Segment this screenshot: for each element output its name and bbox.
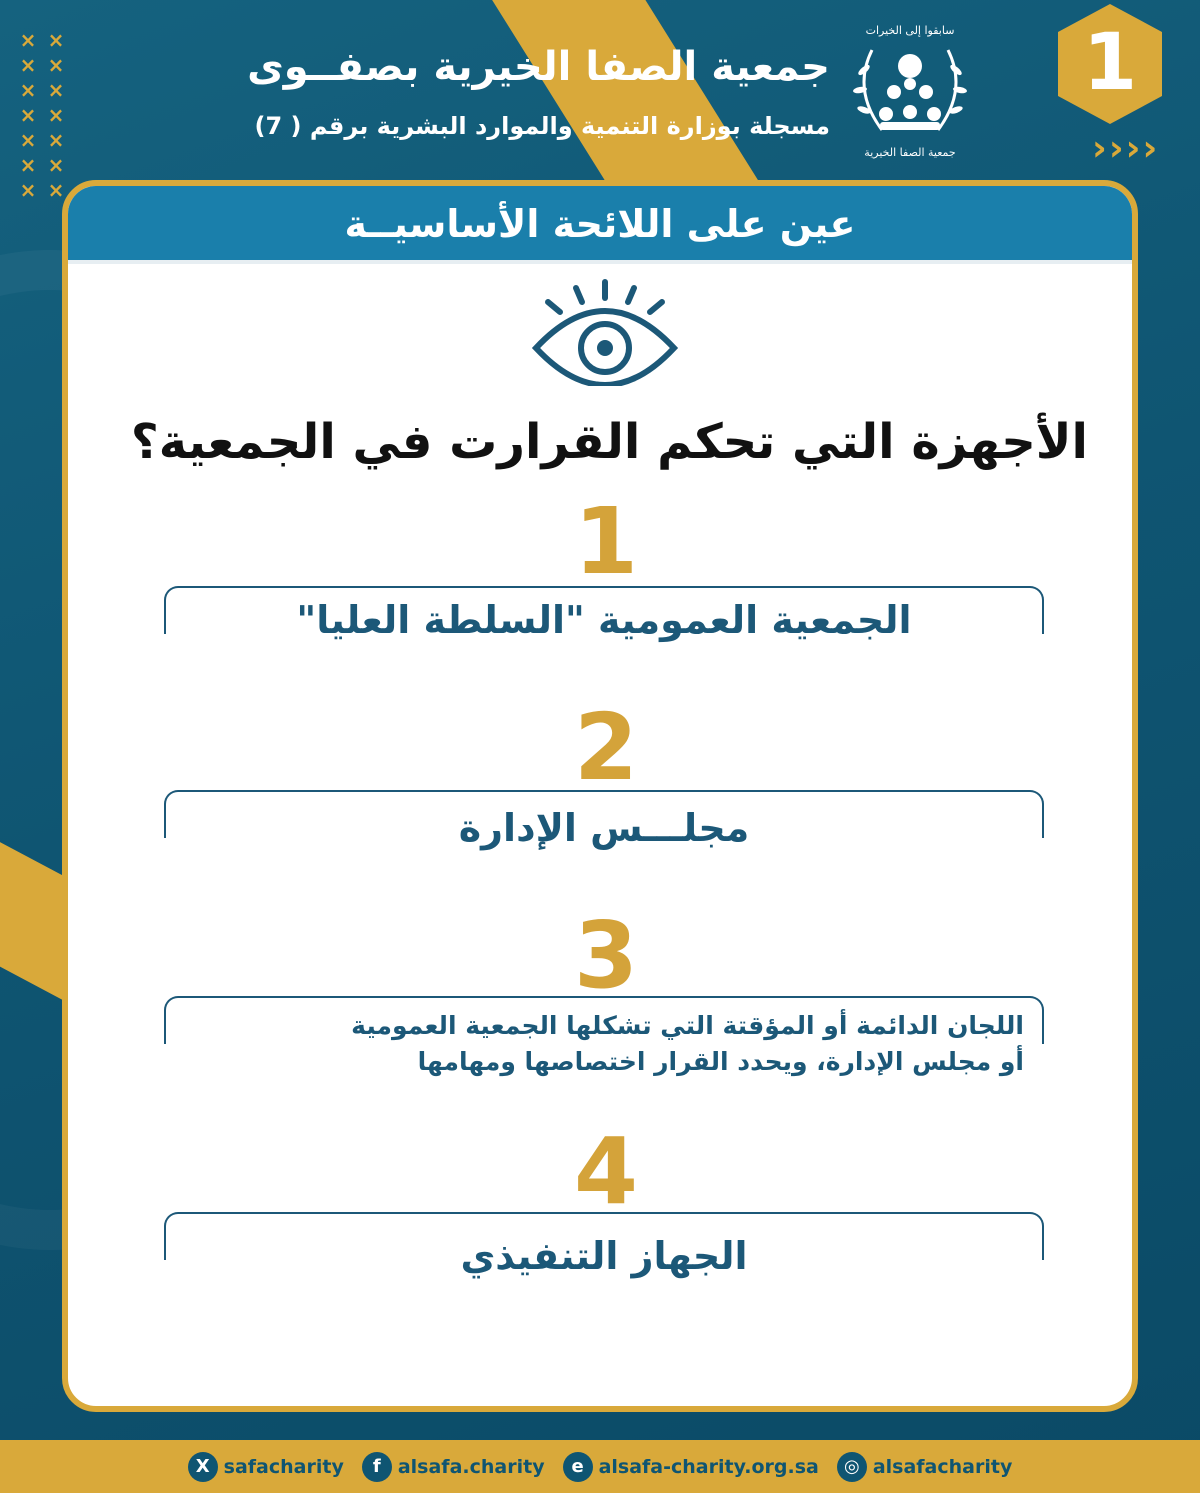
svg-text:جمعية الصفا الخيرية: جمعية الصفا الخيرية [864, 146, 956, 159]
x-icon: X [188, 1452, 218, 1482]
web-icon: e [563, 1452, 593, 1482]
item-number-2: 2 [573, 694, 638, 801]
item-number-4: 4 [573, 1118, 638, 1225]
page-number-badge [1050, 0, 1170, 130]
item-text-3-line2: أو مجلس الإدارة، ويحدد القرار اختصاصها ومهامها [417, 1047, 1024, 1076]
main-question: الأجهزة التي تحكم القرارت في الجمعية؟ [130, 414, 1088, 470]
social-facebook[interactable] [362, 1452, 545, 1482]
card-header [68, 186, 1132, 264]
social-instagram[interactable] [837, 1452, 1013, 1482]
item-text-1: الجمعية العمومية "السلطة العليا" [296, 598, 912, 642]
facebook-icon: f [362, 1452, 392, 1482]
social-x[interactable] [188, 1452, 344, 1482]
item-number-1: 1 [573, 488, 638, 595]
social-handle-facebook: alsafa.charity [397, 1455, 545, 1478]
page-number: 1 [1082, 18, 1138, 108]
social-handle-x: safacharity [223, 1455, 344, 1478]
svg-text:سابقوا إلى الخيرات: سابقوا إلى الخيرات [865, 24, 955, 37]
instagram-icon: ◎ [837, 1452, 867, 1482]
registration-subtitle: مسجلة بوزارة التنمية والموارد البشرية برقم ( 7) [254, 112, 830, 140]
social-handle-instagram: alsafacharity [872, 1455, 1013, 1478]
chevrons-decor: ›››› [1092, 128, 1160, 169]
eye-icon [530, 278, 680, 386]
social-handle-website: alsafa-charity.org.sa [598, 1455, 819, 1478]
item-text-2: مجلـــس الإدارة [458, 806, 750, 850]
footer-social-bar [0, 1440, 1200, 1493]
organization-title: جمعية الصفا الخيرية بصفــوى [247, 44, 830, 90]
item-text-4: الجهاز التنفيذي [460, 1234, 748, 1278]
social-website[interactable] [563, 1452, 819, 1482]
item-text-3 [164, 1008, 1044, 1080]
content-card [62, 180, 1138, 1412]
card-header-title: عين على اللائحة الأساسيــة [344, 202, 856, 246]
organization-logo [842, 20, 978, 162]
item-text-3-line1: اللجان الدائمة أو المؤقتة التي تشكلها الجمعية العمومية [351, 1011, 1024, 1040]
decor-x-grid: × × × × × × × × × × × × × × [19, 28, 65, 202]
item-number-3: 3 [573, 902, 638, 1009]
